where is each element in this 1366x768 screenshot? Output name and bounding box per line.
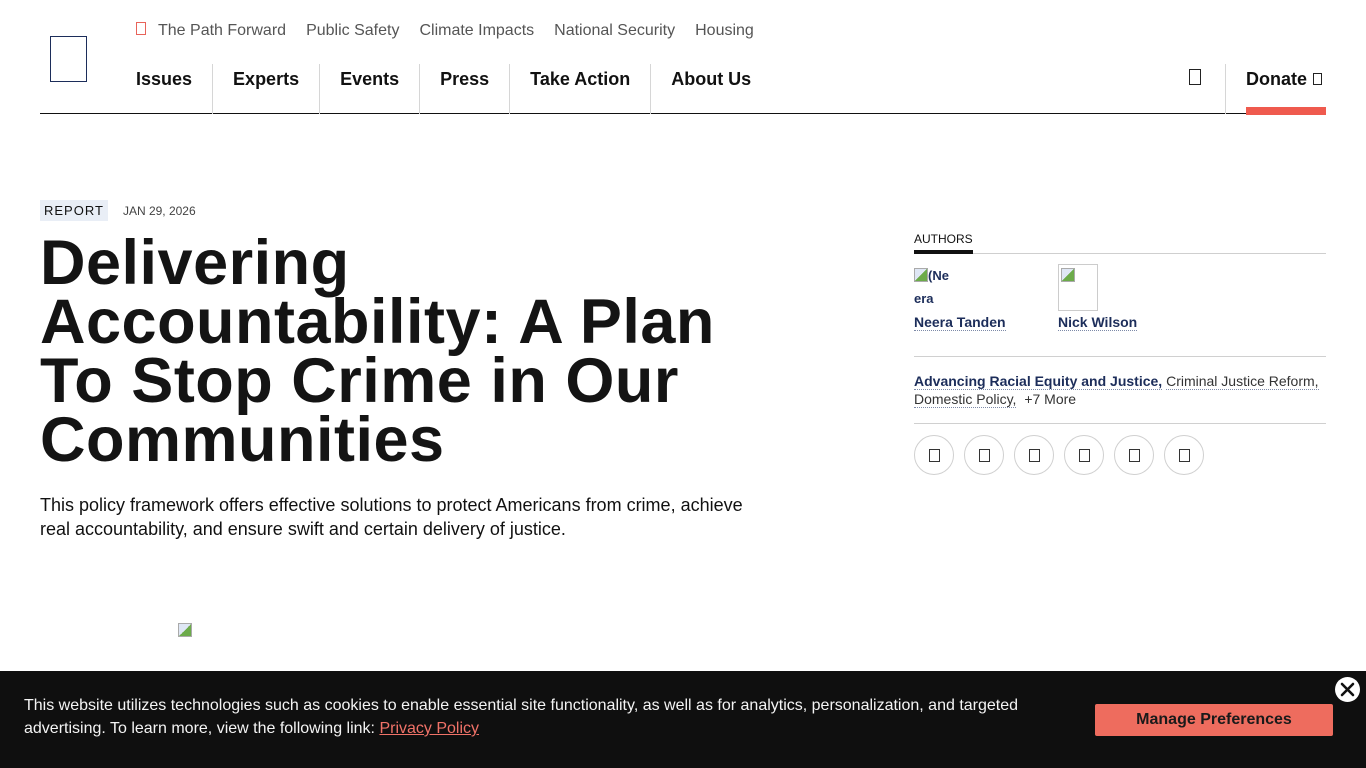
share-button[interactable] xyxy=(964,435,1004,475)
close-icon[interactable] xyxy=(1335,677,1360,702)
author-card[interactable] xyxy=(1058,264,1202,356)
arrow-icon xyxy=(1313,73,1322,85)
authors-heading: AUTHORS xyxy=(914,232,973,254)
article-meta xyxy=(40,200,196,221)
author-card[interactable] xyxy=(914,264,1058,356)
share-icon xyxy=(929,449,940,462)
share-icon xyxy=(1129,449,1140,462)
more-topics-button[interactable]: +7 More xyxy=(1024,391,1077,407)
donate-button[interactable] xyxy=(1246,64,1326,114)
share-icon xyxy=(1079,449,1090,462)
spark-icon xyxy=(136,22,146,35)
share-icon xyxy=(979,449,990,462)
share-button[interactable] xyxy=(1114,435,1154,475)
share-button[interactable] xyxy=(1164,435,1204,475)
topic-link[interactable]: Advancing Racial Equity and Justice, xyxy=(914,373,1163,389)
cookie-banner xyxy=(0,671,1366,768)
author-photo xyxy=(1058,264,1098,311)
author-photo xyxy=(914,264,958,310)
article-summary: This policy framework offers effective solutions to protect Americans from crime, achieve real accountability, and ensure swift and certain delivery of justice. xyxy=(40,495,743,539)
authors-list xyxy=(914,264,1326,356)
top-link-path-forward[interactable]: The Path Forward xyxy=(158,22,287,39)
type-badge: REPORT xyxy=(40,200,108,221)
topic-link[interactable]: Criminal Justice Reform, xyxy=(1166,373,1319,389)
author-photo-alt: era xyxy=(914,291,934,306)
share-button[interactable] xyxy=(914,435,954,475)
author-name-link[interactable]: Neera Tanden xyxy=(914,314,1006,330)
manage-preferences-button[interactable]: Manage Preferences xyxy=(1095,704,1333,736)
donate-accent-bar xyxy=(1246,107,1326,115)
cookie-text xyxy=(24,694,1044,740)
search-icon[interactable] xyxy=(1189,69,1201,85)
nav-issues[interactable]: Issues xyxy=(136,69,193,89)
main-nav xyxy=(116,64,771,114)
nav-press[interactable]: Press xyxy=(419,64,509,114)
page-title: Delivering Accountability: A Plan To Stop Crime in Our Communities xyxy=(40,228,715,475)
privacy-policy-link[interactable]: Privacy Policy xyxy=(379,720,480,737)
broken-image-icon xyxy=(178,623,192,637)
hero-image xyxy=(178,622,194,638)
close-glyph xyxy=(1340,682,1355,697)
nav-experts[interactable]: Experts xyxy=(212,64,319,114)
share-icon xyxy=(1029,449,1040,462)
divider xyxy=(914,423,1326,424)
cookie-message: This website utilizes technologies such as cookies to enable essential site functionality, as well as for analytics, personalization, and targeted advertising. To learn more, view the following link: xyxy=(24,697,1019,737)
topic-link[interactable]: Domestic Policy, xyxy=(914,391,1017,407)
nav-events[interactable]: Events xyxy=(319,64,419,114)
author-name-link[interactable]: Nick Wilson xyxy=(1058,314,1138,330)
share-button[interactable] xyxy=(1014,435,1054,475)
top-link-climate-impacts[interactable]: Climate Impacts xyxy=(419,22,535,39)
broken-image-icon xyxy=(1061,268,1075,282)
donate-label xyxy=(1246,69,1322,90)
nav-about-us[interactable]: About Us xyxy=(650,64,771,114)
broken-image-icon xyxy=(914,268,928,282)
top-links xyxy=(136,22,774,40)
share-icon xyxy=(1179,449,1190,462)
site-header xyxy=(40,0,1326,114)
authors-divider xyxy=(914,253,1326,254)
header-divider xyxy=(1225,64,1226,114)
site-logo[interactable] xyxy=(50,36,87,82)
top-link-housing[interactable]: Housing xyxy=(695,22,754,39)
top-link-public-safety[interactable]: Public Safety xyxy=(306,22,400,39)
author-photo-alt: (Ne xyxy=(928,268,949,283)
topics-list xyxy=(914,357,1326,423)
article-sidebar xyxy=(914,230,1326,475)
publish-date: JAN 29, 2026 xyxy=(122,203,196,218)
top-link-national-security[interactable]: National Security xyxy=(554,22,676,39)
share-button[interactable] xyxy=(1064,435,1104,475)
share-buttons xyxy=(914,435,1326,475)
nav-take-action[interactable]: Take Action xyxy=(509,64,650,114)
donate-text: Donate xyxy=(1246,69,1308,89)
